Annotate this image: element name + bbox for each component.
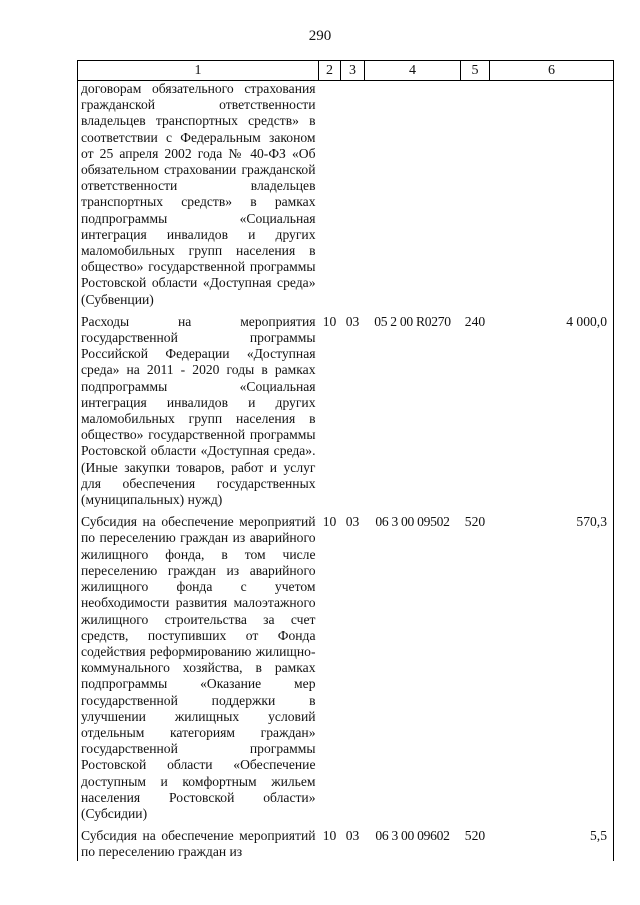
header-col-2: 2	[319, 61, 341, 81]
header-col-6: 6	[490, 61, 614, 81]
row-section-code: 10	[322, 514, 337, 530]
row-description: договорам обязательного страхования гражданской ответственности владельцев транспортных средств» в соответствии с Федеральным законом от 25 апреля 2002 года № 40-ФЗ «Об обязательном страховании гражданской ответственности владельцев транспортных средств» в рамках подпрограммы «Социальная интеграция инвалидов и других маломобильных групп населения в общество» государственной программы Ростовской области «Доступная среда» (Субвенции)	[78, 81, 319, 308]
row-amount: 570,3	[490, 508, 614, 822]
row-amount: 4 000,0	[490, 308, 614, 508]
row-subsection-code: 03	[345, 313, 360, 329]
page-number: 290	[308, 28, 332, 44]
header-col-3: 3	[341, 61, 365, 81]
row-subsection-code: 03	[345, 514, 360, 530]
row-section-code: 10	[322, 313, 337, 329]
row-target-article	[365, 81, 461, 308]
row-expense-type: 520	[464, 514, 486, 530]
table-row	[78, 508, 614, 822]
budget-table	[77, 60, 614, 861]
row-target-article: 06 3 00 09502	[375, 514, 450, 530]
table-header-row	[78, 61, 614, 81]
row-description: Расходы на мероприятия государственной программы Российской Федерации «Доступная среда» на 2011 - 2020 годы в рамках подпрограммы «Социальная интеграция инвалидов и других маломобильных групп населения в общество» государственной программы Ростовской области «Доступная среда». (Иные закупки товаров, работ и услуг для обеспечения государственных (муниципальных) нужд)	[78, 308, 319, 508]
table-row	[78, 81, 614, 308]
row-expense-type: 240	[464, 313, 486, 329]
row-expense-type: 520	[464, 828, 486, 844]
row-section-code: 10	[322, 828, 337, 844]
row-description: Субсидия на обеспечение мероприятий по переселению граждан из	[78, 822, 319, 860]
table-row	[78, 308, 614, 508]
row-amount: 5,5	[490, 822, 614, 860]
row-target-article: 06 3 00 09602	[375, 828, 450, 844]
row-description: Субсидия на обеспечение мероприятий по переселению граждан из аварийного жилищного фонда, в том числе переселению граждан из аварийного жилищного фонда с учетом необходимости развития малоэтажного жилищного строительства за счет средств, поступивших от Фонда содействия реформированию жилищно-коммунального хозяйства, в рамках подпрограммы «Оказание мер государственной поддержки в улучшении жилищных условий отдельным категориям граждан» государственной программы Ростовской области «Обеспечение доступным и комфортным жильем населения Ростовской области» (Субсидии)	[78, 508, 319, 822]
row-amount	[490, 81, 614, 308]
row-section-code	[319, 81, 341, 308]
row-subsection-code	[341, 81, 365, 308]
row-subsection-code: 03	[345, 828, 360, 844]
header-col-5: 5	[461, 61, 490, 81]
header-col-4: 4	[365, 61, 461, 81]
header-col-1: 1	[78, 61, 319, 81]
row-target-article: 05 2 00 R0270	[374, 313, 451, 329]
row-expense-type	[461, 81, 490, 308]
table-row	[78, 822, 614, 860]
